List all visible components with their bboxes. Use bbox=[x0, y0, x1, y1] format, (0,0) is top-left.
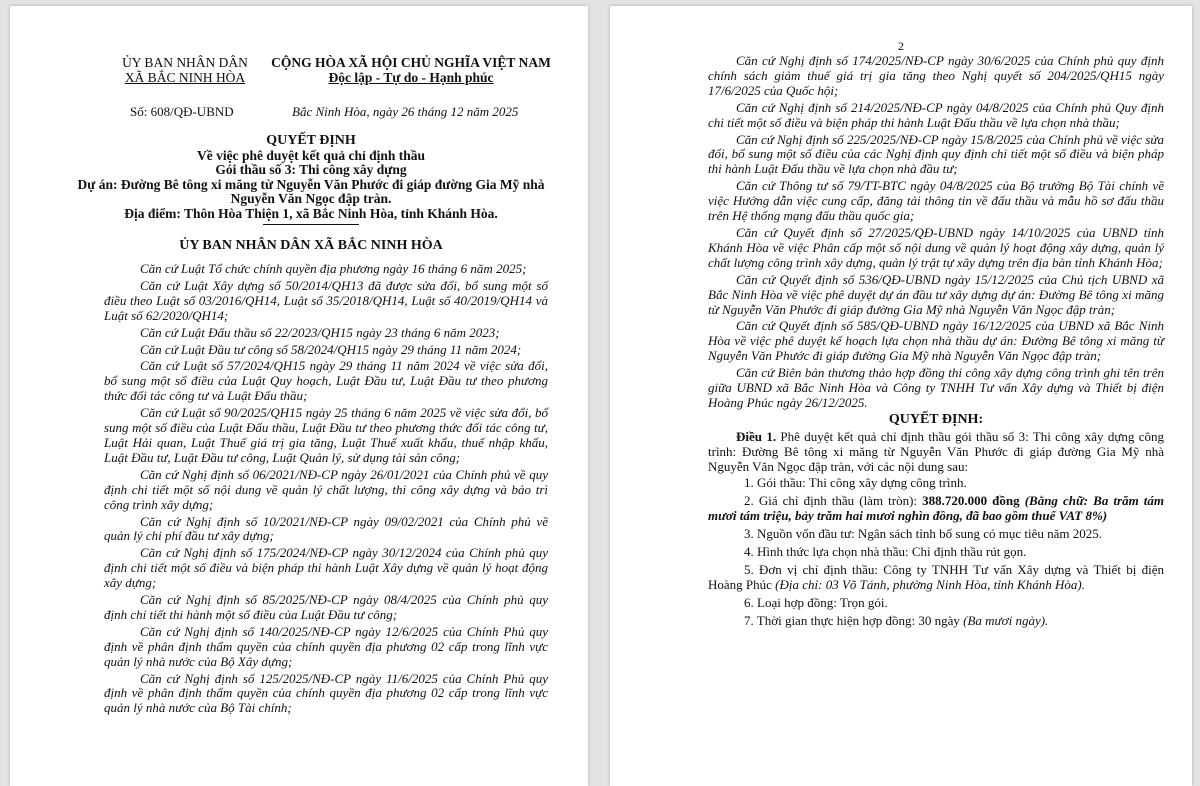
legal-basis-item: Căn cứ Quyết định số 536/QĐ-UBND ngày 15/12/2025 của Chủ tịch UBND xã Bắc Ninh Hòa về việc phê duyệt dự án đầu tư xây dựng dự án: Đường Bê tông xi măng từ Nguyễn Văn Phước đi giáp đường Gia Mỹ nhà Nguyễn Văn Ngọc đập tràn; bbox=[708, 271, 1164, 317]
national-motto: Độc lập - Tự do - Hạnh phúc bbox=[328, 70, 494, 85]
legal-basis-item: Căn cứ Luật Tổ chức chính quyền địa phương ngày 16 tháng 6 năm 2025; bbox=[140, 261, 527, 276]
legal-basis-list bbox=[104, 262, 548, 718]
legal-basis-item: Căn cứ Quyết định số 585/QĐ-UBND ngày 16/12/2025 của UBND xã Bắc Ninh Hòa về việc phê duyệt kế hoạch lựa chọn nhà thầu dự án: Đường Bê tông xi măng từ Nguyễn Văn Phước đi giáp đường Gia Mỹ nhà Nguyễn Văn Ngọc đập tràn; bbox=[708, 318, 1164, 364]
issuing-authority: ỦY BAN NHÂN DÂN XÃ BẮC NINH HÒA bbox=[179, 238, 443, 253]
title-divider bbox=[263, 224, 359, 225]
document-page-1 bbox=[10, 6, 588, 786]
duration-in-words: (Ba mươi ngày). bbox=[963, 612, 1049, 628]
article-1-label: Điều 1. bbox=[736, 428, 777, 444]
legal-basis-item: Căn cứ Nghị định số 140/2025/NĐ-CP ngày 12/6/2025 của Chính Phủ quy định về phân định thẩm quyền của chính quyền địa phương 02 cấp trong lĩnh vực quản lý nhà nước của Bộ Xây dựng; bbox=[104, 623, 548, 669]
document-number: Số: 608/QĐ-UBND bbox=[130, 104, 234, 119]
legal-basis-item: Căn cứ Biên bản thương thảo hợp đồng thi công xây dựng công trình ghi tên trên giữa UBND xã Bắc Ninh Hòa và Công ty TNHH Tư vấn Xây dựng và Thiết bị điện Hoàng Phúc ngày 26/12/2025. bbox=[708, 365, 1164, 410]
contractor-name: 5. Đơn vị chỉ định thầu: Công ty TNHH Tư vấn Xây dựng và Thiết bị điện Hoàng Phúc bbox=[708, 562, 1164, 592]
legal-basis-item: Căn cứ Nghị định số 125/2025/NĐ-CP ngày 11/6/2025 của Chính Phủ quy định về phân định thẩm quyền của chính quyền địa phương 02 cấp trong lĩnh vực quản lý nhà nước của Bộ Tài chính; bbox=[104, 670, 548, 716]
legal-basis-item: Căn cứ Nghị định số 174/2025/NĐ-CP ngày 30/6/2025 của Chính phủ quy định chính sách giảm thuế giá trị gia tăng theo Nghị quyết số 204/2025/QH15 ngày 17/6/2025 của Quốc hội; bbox=[708, 53, 1164, 98]
legal-basis-item: Căn cứ Nghị định số 225/2025/NĐ-CP ngày 15/8/2025 của Chính phủ về việc sửa đổi, bổ sung một số điều của các Nghị định quy định chi tiết một số điều và biện pháp thi hành Luật Đấu thầu về lựa chọn nhà đầu tư; bbox=[708, 131, 1164, 177]
article-1 bbox=[708, 430, 1164, 475]
document-date: Bắc Ninh Hòa, ngày 26 tháng 12 năm 2025 bbox=[292, 104, 519, 119]
legal-basis-item: Căn cứ Luật Đầu tư công số 58/2024/QH15 ngày 29 tháng 11 năm 2024; bbox=[140, 341, 522, 357]
document-page-2 bbox=[610, 6, 1192, 786]
article-item-6: 6. Loại hợp đồng: Trọn gói. bbox=[744, 594, 888, 610]
legal-basis-item: Căn cứ Luật số 90/2025/QH15 ngày 25 tháng 6 năm 2025 về việc sửa đổi, bổ sung một số điều của Luật Đấu thầu, Luật Đầu tư theo phương thức đối tác công tư, Luật Hải quan, Luật Thuế giá trị gia tăng, Luật Thuế xuất khẩu, thuế nhập khẩu, Luật Đầu tư, Luật Đầu tư công, Luật Quản lý, sử dụng tài sản công; bbox=[104, 405, 548, 465]
price-in-words: (Bằng chữ: Ba trăm tám mươi tám triệu, bảy trăm hai mươi nghìn đồng, đã bao gồm thuế VAT 8%) bbox=[708, 493, 1164, 524]
page-number: 2 bbox=[898, 39, 904, 53]
project-name: Dự án: Đường Bê tông xi măng từ Nguyễn Văn Phước đi giáp đường Gia Mỹ nhà Nguyễn Văn Ngọc đập tràn. bbox=[77, 176, 545, 206]
legal-basis-item: Căn cứ Nghị định số 85/2025/NĐ-CP ngày 08/4/2025 của Chính phủ quy định chi tiết thi hành một số điều của Luật Đầu tư công; bbox=[104, 592, 548, 622]
legal-basis-item: Căn cứ Luật số 57/2024/QH15 ngày 29 tháng 11 năm 2024 về việc sửa đổi, bổ sung một số điều của Luật Quy hoạch, Luật Đầu tư, Luật Đầu tư theo phương thức đối tác công tư và Luật Đấu thầu; bbox=[104, 358, 548, 404]
decision-subject: Về việc phê duyệt kết quả chỉ định thầu bbox=[196, 147, 426, 163]
contractor-address: (Địa chỉ: 03 Võ Tánh, phường Ninh Hòa, tỉnh Khánh Hòa). bbox=[775, 576, 1085, 592]
national-header bbox=[266, 55, 556, 85]
national-title: CỘNG HÒA XÃ HỘI CHỦ NGHĨA VIỆT NAM bbox=[271, 55, 551, 70]
project-location: Địa điểm: Thôn Hòa Thiện 1, xã Bắc Ninh Hòa, tỉnh Khánh Hòa. bbox=[124, 205, 498, 221]
legal-basis-item: Căn cứ Quyết định số 27/2025/QĐ-UBND ngày 14/10/2025 của UBND tỉnh Khánh Hòa về việc Phân cấp một số nội dung về quản lý hoạt động xây dựng, quản lý chất lượng công trình xây dựng, quản lý trật tự xây dựng trên địa bàn tỉnh Khánh Hòa; bbox=[708, 224, 1164, 270]
price-label: 2. Giá chỉ định thầu (làm tròn): bbox=[744, 493, 923, 509]
article-1-text: Phê duyệt kết quả chỉ định thầu gói thầu số 3: Thi công xây dựng công trình: Đường Bê tông xi măng từ Nguyễn Văn Phước đi giáp đường Gia Mỹ nhà Nguyễn Văn Ngọc đập tràn, với các nội dung sau: bbox=[708, 428, 1165, 474]
package-name: Gói thầu số 3: Thi công xây dựng bbox=[215, 162, 407, 177]
legal-basis-item: Căn cứ Nghị định số 06/2021/NĐ-CP ngày 26/01/2021 của Chính phủ về quy định chi tiết một số nội dung về quản lý chất lượng, thi công xây dựng và bảo trì công trình xây dựng; bbox=[104, 466, 548, 512]
price-amount: 388.720.000 đồng bbox=[922, 493, 1020, 509]
agency-header bbox=[110, 55, 260, 85]
article-item-7 bbox=[708, 614, 1164, 629]
article-item-2 bbox=[708, 494, 1164, 524]
article-item-3: 3. Nguồn vốn đầu tư: Ngân sách tỉnh bổ sung có mục tiêu năm 2025. bbox=[744, 526, 1102, 542]
decision-title-block bbox=[70, 134, 552, 225]
legal-basis-item: Căn cứ Thông tư số 79/TT-BTC ngày 04/8/2025 của Bộ trưởng Bộ Tài chính về việc Hướng dẫn việc cung cấp, đăng tải thông tin về đấu thầu và mẫu hồ sơ đấu thầu trên Hệ thống mạng đấu thầu quốc gia; bbox=[708, 178, 1164, 224]
legal-basis-item: Căn cứ Luật Xây dựng số 50/2014/QH13 đã được sửa đổi, bổ sung một số điều theo Luật số 03/2016/QH14, Luật số 35/2018/QH14, Luật số 40/2019/QH14 và Luật số 62/2020/QH14; bbox=[104, 277, 548, 323]
agency-name-line2: XÃ BẮC NINH HÒA bbox=[124, 70, 246, 85]
article-item-1: 1. Gói thầu: Thi công xây dựng công trình. bbox=[744, 475, 967, 491]
decision-title: QUYẾT ĐỊNH bbox=[266, 133, 356, 148]
legal-basis-item: Căn cứ Nghị định số 10/2021/NĐ-CP ngày 09/02/2021 của Chính phủ về quản lý chi phí đầu tư xây dựng; bbox=[104, 513, 548, 544]
legal-basis-item: Căn cứ Nghị định số 214/2025/NĐ-CP ngày 04/8/2025 của Chính phủ Quy định chi tiết một số điều và biện pháp thi hành Luật Đấu thầu về lựa chọn nhà thầu; bbox=[708, 99, 1164, 130]
decision-heading: QUYẾT ĐỊNH: bbox=[888, 411, 984, 427]
article-item-4: 4. Hình thức lựa chọn nhà thầu: Chỉ định thầu rút gọn. bbox=[744, 544, 1027, 560]
legal-basis-item: Căn cứ Nghị định số 175/2024/NĐ-CP ngày 30/12/2024 của Chính phủ quy định chi tiết một số điều và biện pháp thi hành Luật Xây dựng về quản lý hoạt động xây dựng; bbox=[104, 545, 548, 591]
article-item-5 bbox=[708, 563, 1164, 593]
page2-body bbox=[708, 54, 1164, 632]
legal-basis-item: Căn cứ Luật Đấu thầu số 22/2023/QH15 ngày 23 tháng 6 năm 2023; bbox=[140, 324, 500, 340]
duration-label: 7. Thời gian thực hiện hợp đồng: 30 ngày bbox=[744, 612, 964, 628]
agency-name-line1: ỦY BAN NHÂN DÂN bbox=[122, 55, 248, 70]
